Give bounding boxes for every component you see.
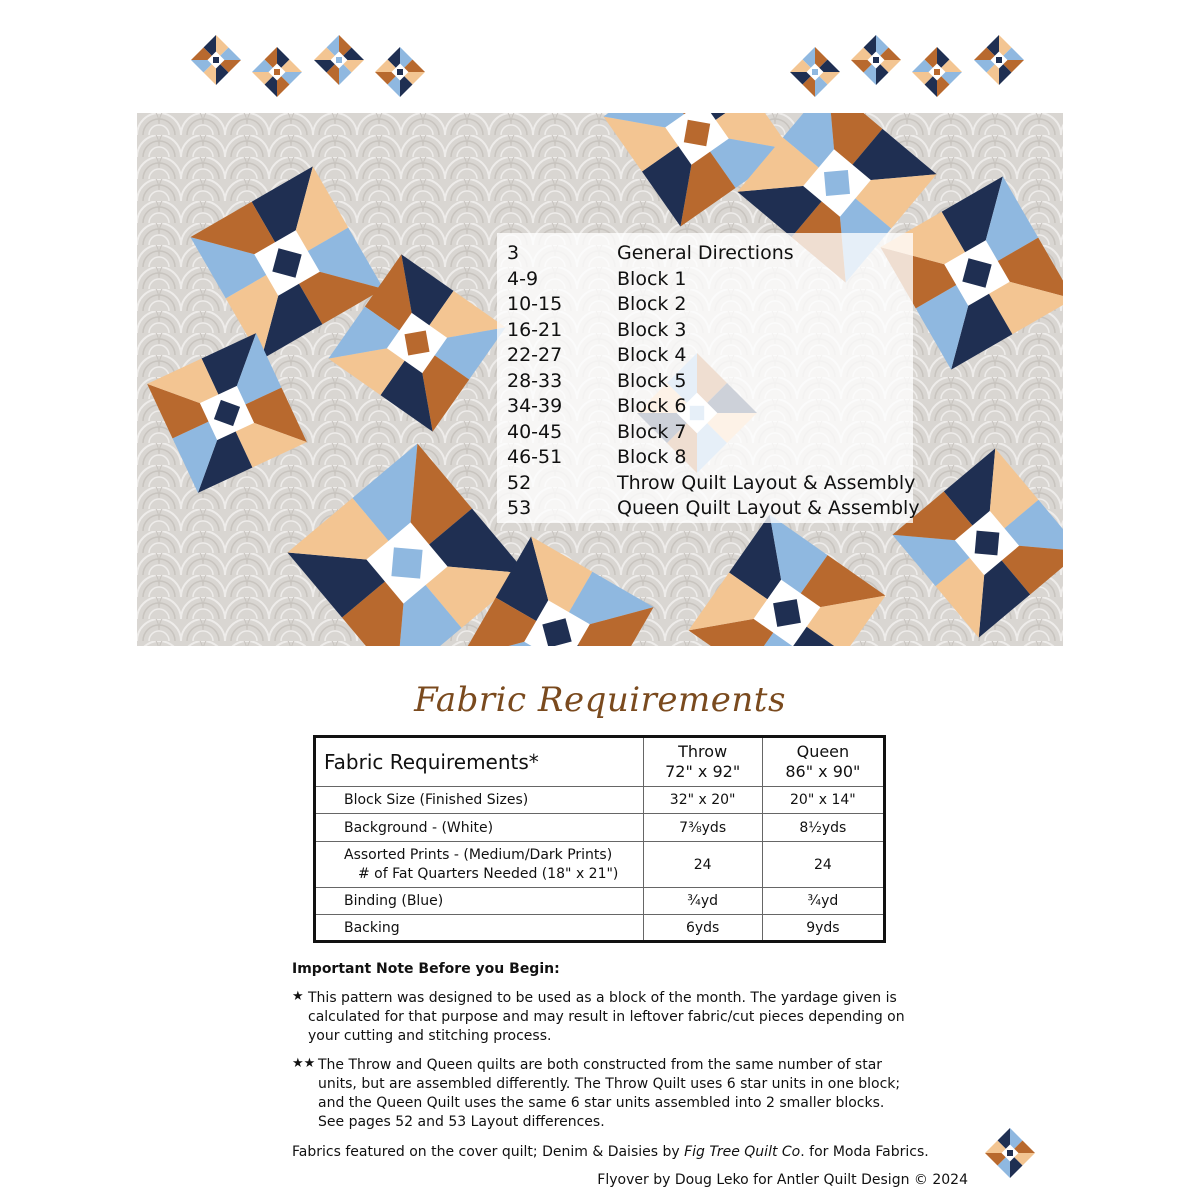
star-mark: ★★ [292, 1056, 316, 1071]
note-2: ★★ The Throw and Queen quilts are both constructed from the same number of star units, but are assembled differently. The Throw Quilt uses 6 star units in one block; and the Queen Quilt uses the same 6 star units assembled into 2 smaller blocks. See pages 52 and 53 Layout differences. [292, 1056, 901, 1130]
toc-item [507, 370, 687, 392]
toc-page-range: 10-15 [507, 293, 563, 315]
table-row: Backing 6yds 9yds [315, 915, 885, 942]
toc-page-range: 22-27 [507, 344, 563, 366]
toc-title: Block 2 [617, 293, 687, 315]
toc-page-range: 53 [507, 497, 532, 519]
quilt-star-icon [252, 47, 302, 97]
table-row: Block Size (Finished Sizes) 32" x 20" 20" x 14" [315, 787, 885, 814]
star-mark: ★ [292, 989, 304, 1004]
toc-item [507, 446, 687, 468]
toc-page-range: 46-51 [507, 446, 563, 468]
toc-page-range: 28-33 [507, 369, 563, 392]
quilt-star-icon [375, 47, 425, 97]
toc-item [507, 421, 687, 443]
toc-title: Block 3 [617, 318, 687, 341]
toc-item [507, 293, 687, 315]
toc-page-range: 34-39 [507, 395, 563, 417]
toc-page-range: 16-21 [507, 318, 563, 341]
queen-header: Queen 86" x 90" [762, 737, 884, 787]
toc-title: Block 1 [617, 267, 687, 290]
pattern-credit: Flyover by Doug Leko for Antler Quilt Design © 2024 [597, 1172, 968, 1188]
toc-title: Block 4 [617, 344, 687, 366]
toc-title: Throw Quilt Layout & Assembly [617, 471, 916, 494]
note-1: ★ This pattern was designed to be used as a block of the month. The yardage given is calculated for that purpose and may result in leftover fabric/cut pieces depending on your cutting and stitching process. [292, 989, 905, 1044]
important-notes [292, 960, 912, 1142]
toc-page-range: 4-9 [507, 267, 539, 290]
toc-item [507, 395, 687, 417]
fabric-requirements-table [313, 735, 886, 943]
notes-heading: Important Note Before you Begin: [292, 961, 560, 977]
table-title: Fabric Requirements* [315, 737, 644, 787]
table-row: Binding (Blue) ¾yd ¾yd [315, 888, 885, 915]
fabrics-credit: Fabrics featured on the cover quilt; Denim & Daisies by Fig Tree Quilt Co. for Moda Fabrics. [292, 1144, 929, 1160]
table-of-contents [497, 233, 920, 523]
quilt-star-icon [851, 35, 901, 85]
toc-title: Block 7 [617, 420, 687, 443]
quilt-star-icon [191, 35, 241, 85]
table-row: Assorted Prints - (Medium/Dark Prints) # of Fat Quarters Needed (18" x 21") 24 24 [315, 842, 885, 888]
quilt-star-icon [974, 35, 1024, 85]
quilt-star-icon [790, 47, 840, 97]
section-title: Fabric Requirements [414, 680, 786, 720]
toc-item [507, 472, 915, 494]
toc-title: Block 5 [617, 369, 687, 392]
toc-title: Queen Quilt Layout & Assembly [617, 497, 920, 519]
toc-item [507, 242, 794, 264]
quilt-star-icon [985, 1128, 1035, 1178]
quilt-star-icon [314, 35, 364, 85]
throw-header: Throw 72" x 92" [643, 737, 762, 787]
toc-page-range: 3 [507, 242, 520, 264]
toc-title: General Directions [617, 242, 794, 264]
toc-item [507, 344, 687, 366]
toc-page-range: 40-45 [507, 420, 563, 443]
toc-title: Block 6 [617, 395, 687, 417]
table-row: Background - (White) 7⅜yds 8½yds [315, 814, 885, 842]
quilt-star-icon [912, 47, 962, 97]
toc-title: Block 8 [617, 446, 687, 468]
toc-item [507, 268, 687, 290]
toc-item [507, 497, 920, 519]
toc-item [507, 319, 687, 341]
toc-page-range: 52 [507, 471, 532, 494]
